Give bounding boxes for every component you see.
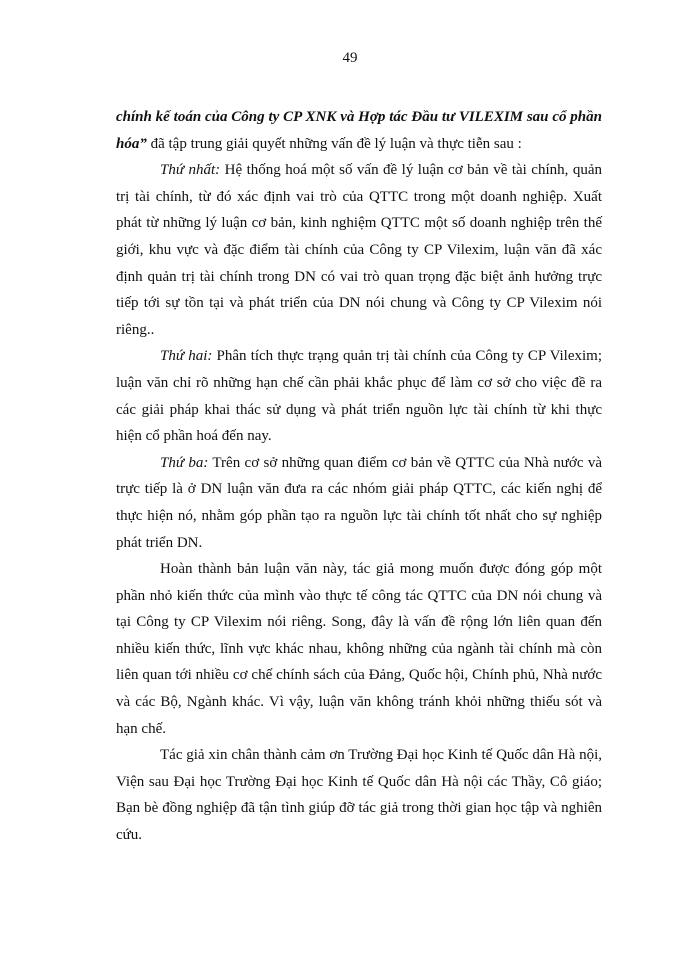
closing-paragraph-thanks: Tác giả xin chân thành cảm ơn Trường Đại học Kinh tế Quốc dân Hà nội, Viện sau Đại học Trường Đại học Kinh tế Quốc dân Hà nội các Thầy, Cô giáo; Bạn bè đồng nghiệp đã tận tình giúp đỡ tác giả trong thời gian học tập và nghiên cứu.	[116, 747, 602, 844]
closing-paragraph-completion: Hoàn thành bản luận văn này, tác giả mong muốn được đóng góp một phần nhỏ kiến thức của mình vào thực tế công tác QTTC của DN nói chung và tại Công ty CP Vilexim nói riêng. Song, đây là vấn đề rộng lớn liên quan đến nhiều kiến thức, lĩnh vực khác nhau, không những của ngành tài chính mà còn liên quan tới nhiều cơ chế chính sách của Đảng, Quốc hội, Chính phủ, Nhà nước và các Bộ, Ngành khác. Vì vậy, luận văn không tránh khỏi những thiếu sót và hạn chế.	[116, 561, 602, 737]
intro-text: đã tập trung giải quyết những vấn đề lý luận và thực tiễn sau :	[146, 135, 522, 152]
point-second-label: Thứ hai:	[160, 348, 213, 365]
point-third-text: Trên cơ sở những quan điểm cơ bản về QTTC của Nhà nước và trực tiếp là ở DN luận văn đưa ra các nhóm giải pháp QTTC, các kiến nghị để thực hiện nó, nhằm góp phần tạo ra nguồn lực tài chính tốt nhất cho sự nghiệp phát triển DN.	[116, 454, 602, 551]
point-second	[116, 343, 602, 449]
page-number: 49	[342, 50, 358, 66]
point-first-text: Hệ thống hoá một số vấn đề lý luận cơ bản về tài chính, quản trị tài chính, từ đó xác định vai trò của QTTC trong một doanh nghiệp. Xuất phát từ những lý luận cơ bản, kinh nghiệm QTTC một số doanh nghiệp trên thế giới, khu vực và đặc điểm tài chính của Công ty CP Vilexim, luận văn đã xác định quản trị tài chính trong DN có vai trò quan trọng đặc biệt ảnh hưởng trực tiếp tới sự tồn tại và phát triển của DN nói chung và Công ty CP Vilexim nói riêng..	[116, 162, 602, 338]
thesis-title-fragment: chính kế toán của Công ty CP XNK và Hợp tác Đầu tư VILEXIM sau cổ phần hóa”	[116, 109, 602, 152]
point-second-text: Phân tích thực trạng quản trị tài chính của Công ty CP Vilexim; luận văn chỉ rõ những hạn chế cần phải khắc phục để làm cơ sở cho việc đề ra các giải pháp khai thác sử dụng và phát triển nguồn lực tài chính từ khi thực hiện cổ phần hoá đến nay.	[116, 348, 602, 445]
point-first-label: Thứ nhất:	[160, 162, 221, 179]
intro-paragraph	[116, 104, 602, 157]
document-body	[116, 104, 602, 849]
point-third-label: Thứ ba:	[160, 454, 209, 471]
point-first	[116, 157, 602, 343]
point-third	[116, 450, 602, 556]
